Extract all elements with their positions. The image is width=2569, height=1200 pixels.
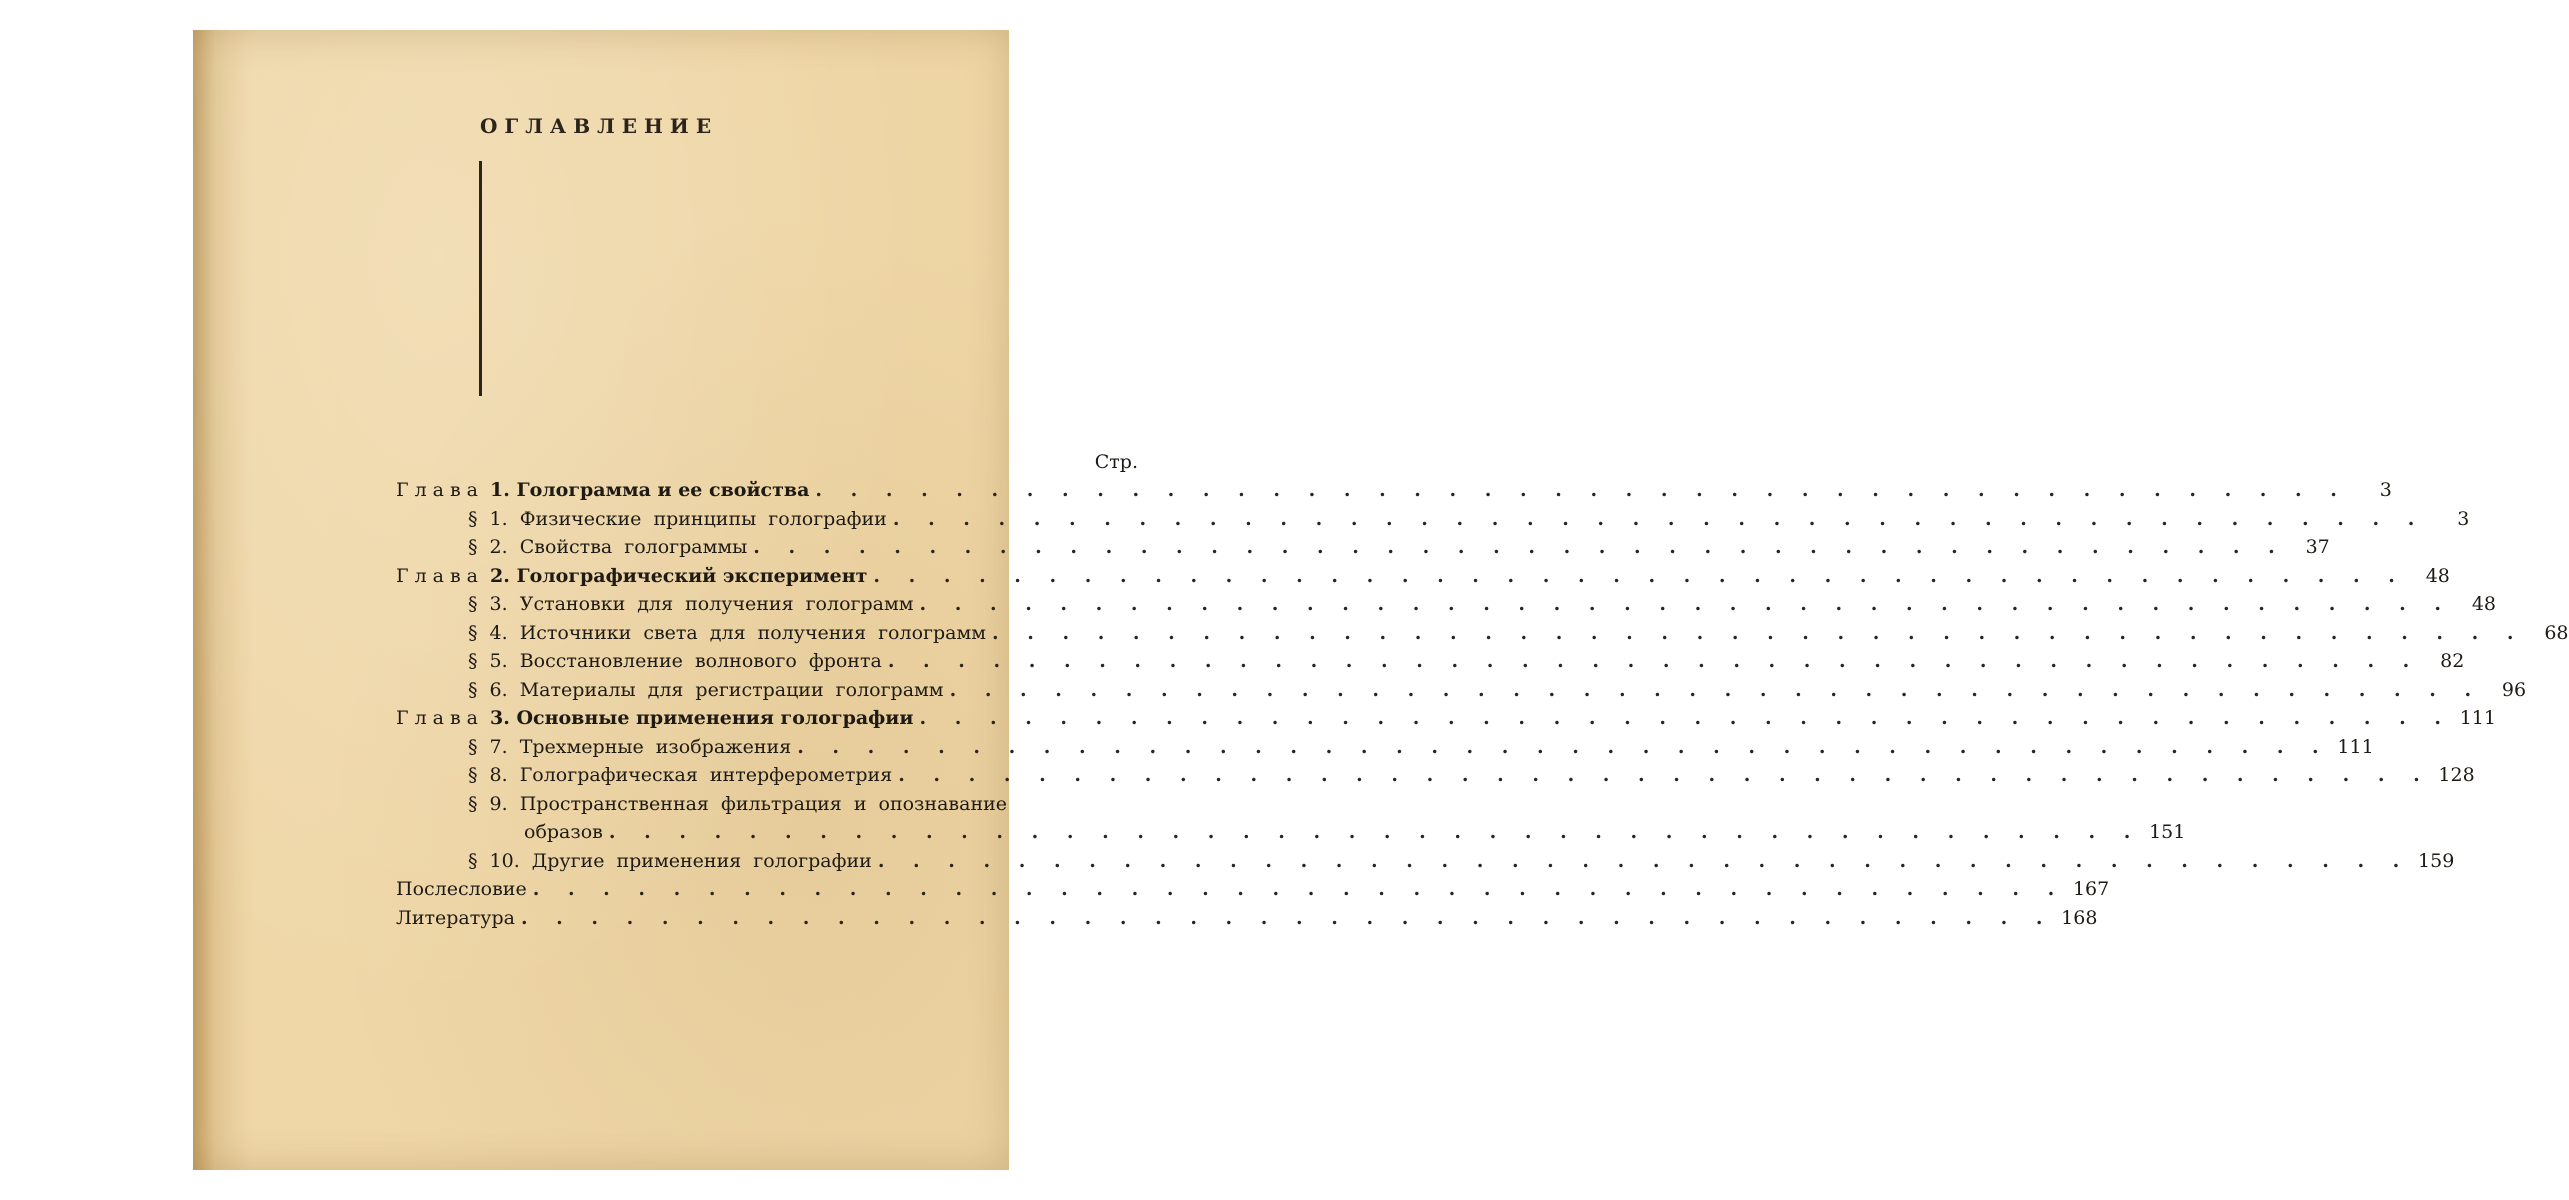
leader-dots: . . . . . . . . . . . . . . . . . . . . . . . . . . . . . . . . . . . . . . . . . . . . bbox=[532, 878, 2066, 900]
chapter-title: 2. Голографический эксперимент bbox=[490, 564, 868, 587]
leader-dots: . . . . . . . . . . . . . . . . . . . . . . . . . . . . . . . . . . . . . . . . . . . . bbox=[892, 507, 2426, 530]
toc-section-row bbox=[396, 761, 2475, 790]
section-title: § 7. Трехмерные изображения bbox=[468, 735, 792, 758]
leader-dots: . . . . . . . . . . . . . . . . . . . . . . . . . . . . . . . . . . . . . . . . . . . . bbox=[887, 650, 2421, 672]
page-number: 48 bbox=[2471, 593, 2496, 615]
toc-section-row bbox=[396, 733, 2374, 762]
leader-dots: . . . . . . . . . . . . . . . . . . . . . . . . . . . . . . . . . . . . . . . . . . . . bbox=[873, 564, 2406, 587]
leader-dots: . . . . . . . . . . . . . . . . . . . . . . . . . . . . . . . . . . . . . . . . . . . . bbox=[520, 906, 2054, 929]
section-title: § 2. Свойства голограммы bbox=[468, 536, 748, 558]
page-number: 159 bbox=[2418, 849, 2455, 872]
page-number: 48 bbox=[2425, 564, 2450, 587]
toc-section-row bbox=[396, 676, 2527, 705]
page-number: 128 bbox=[2438, 764, 2475, 786]
toc-section-row bbox=[396, 590, 2496, 619]
toc-chapter-row bbox=[396, 704, 2496, 733]
section-title: § 10. Другие применения голографии bbox=[468, 849, 872, 872]
leader-dots: . . . . . . . . . . . . . . . . . . . . . . . . . . . . . . . . . . . . . . . . . . . . bbox=[949, 678, 2483, 701]
section-title-continuation: образов bbox=[524, 821, 603, 843]
chapter-title: 3. Основные применения голографии bbox=[490, 707, 914, 729]
page-number: 167 bbox=[2072, 878, 2110, 900]
page-number: 68 bbox=[2544, 621, 2569, 644]
toc-section-row bbox=[396, 619, 2569, 648]
chapter-word: Глава bbox=[396, 479, 485, 501]
page-number: 96 bbox=[2501, 678, 2527, 701]
toc-chapter-row bbox=[396, 476, 2392, 505]
page-number: 82 bbox=[2440, 650, 2465, 672]
page-title: ОГЛАВЛЕНИЕ bbox=[480, 114, 719, 138]
toc-backmatter-row bbox=[396, 904, 2098, 933]
leader-dots: . . . . . . . . . . . . . . . . . . . . . . . . . . . . . . . . . . . . . . . . . . . . bbox=[797, 735, 2330, 758]
chapter-title: 1. Голограмма и ее свойства bbox=[490, 479, 810, 501]
page-number: 111 bbox=[2337, 735, 2374, 758]
toc-section-row bbox=[396, 790, 1138, 819]
leader-dots: . . . . . . . . . . . . . . . . . . . . . . . . . . . . . . . . . . . . . . . . . . . . bbox=[753, 536, 2286, 558]
chapter-word: Глава bbox=[396, 707, 485, 729]
leader-dots: . . . . . . . . . . . . . . . . . . . . . . . . . . . . . . . . . . . . . . . . . . . . bbox=[919, 593, 2452, 615]
backmatter-title: Послесловие bbox=[396, 878, 527, 900]
page-number: 3 bbox=[2457, 507, 2470, 530]
leader-dots: . . . . . . . . . . . . . . . . . . . . . . . . . . . . . . . . . . . . . . . . . . . . bbox=[815, 479, 2348, 501]
toc-section-row bbox=[396, 505, 2470, 534]
book-page bbox=[193, 30, 2569, 1170]
leader-dots: . . . . . . . . . . . . . . . . . . . . . . . . . . . . . . . . . . . . . . . . . . . . bbox=[898, 764, 2431, 786]
section-title: § 5. Восстановление волнового фронта bbox=[468, 650, 882, 672]
toc-backmatter-row bbox=[396, 875, 2110, 904]
section-title: § 4. Источники света для получения голограмм bbox=[468, 621, 987, 644]
toc-section-row bbox=[396, 647, 2465, 676]
toc-rows bbox=[396, 476, 2569, 932]
chapter-label bbox=[396, 562, 867, 590]
chapter-word: Глава bbox=[396, 564, 485, 587]
section-title: § 6. Материалы для регистрации голограмм bbox=[468, 678, 944, 701]
leader-dots: . . . . . . . . . . . . . . . . . . . . . . . . . . . . . . . . . . . . . . . . . . . . bbox=[919, 707, 2452, 729]
toc-section-continuation bbox=[396, 818, 2186, 847]
table-of-contents bbox=[396, 448, 2569, 932]
page-number: 37 bbox=[2305, 536, 2330, 558]
section-title: § 3. Установки для получения голограмм bbox=[468, 593, 914, 615]
toc-chapter-row bbox=[396, 562, 2450, 591]
leader-dots: . . . . . . . . . . . . . . . . . . . . . . . . . . . . . . . . . . . . . . . . . . . . bbox=[992, 621, 2525, 644]
vertical-rule bbox=[479, 161, 482, 396]
backmatter-title: Литература bbox=[396, 906, 515, 929]
section-title: § 1. Физические принципы голографии bbox=[468, 507, 887, 530]
section-title: § 8. Голографическая интерферометрия bbox=[468, 764, 893, 786]
toc-section-row bbox=[396, 533, 2330, 562]
toc-section-row bbox=[396, 847, 2455, 876]
leader-dots: . . . . . . . . . . . . . . . . . . . . . . . . . . . . . . . . . . . . . . . . . . . . bbox=[877, 849, 2411, 872]
page-number: 151 bbox=[2149, 821, 2186, 843]
leader-dots: . . . . . . . . . . . . . . . . . . . . . . . . . . . . . . . . . . . . . . . . . . . . bbox=[608, 821, 2142, 843]
chapter-label bbox=[396, 476, 809, 504]
section-title: § 9. Пространственная фильтрация и опознавание bbox=[468, 792, 1008, 815]
page-number: 168 bbox=[2061, 906, 2098, 929]
page-number: 111 bbox=[2459, 707, 2496, 729]
page-number: 3 bbox=[2379, 479, 2392, 501]
page-column-header: Стр. bbox=[1094, 451, 1138, 473]
chapter-label bbox=[396, 704, 914, 732]
